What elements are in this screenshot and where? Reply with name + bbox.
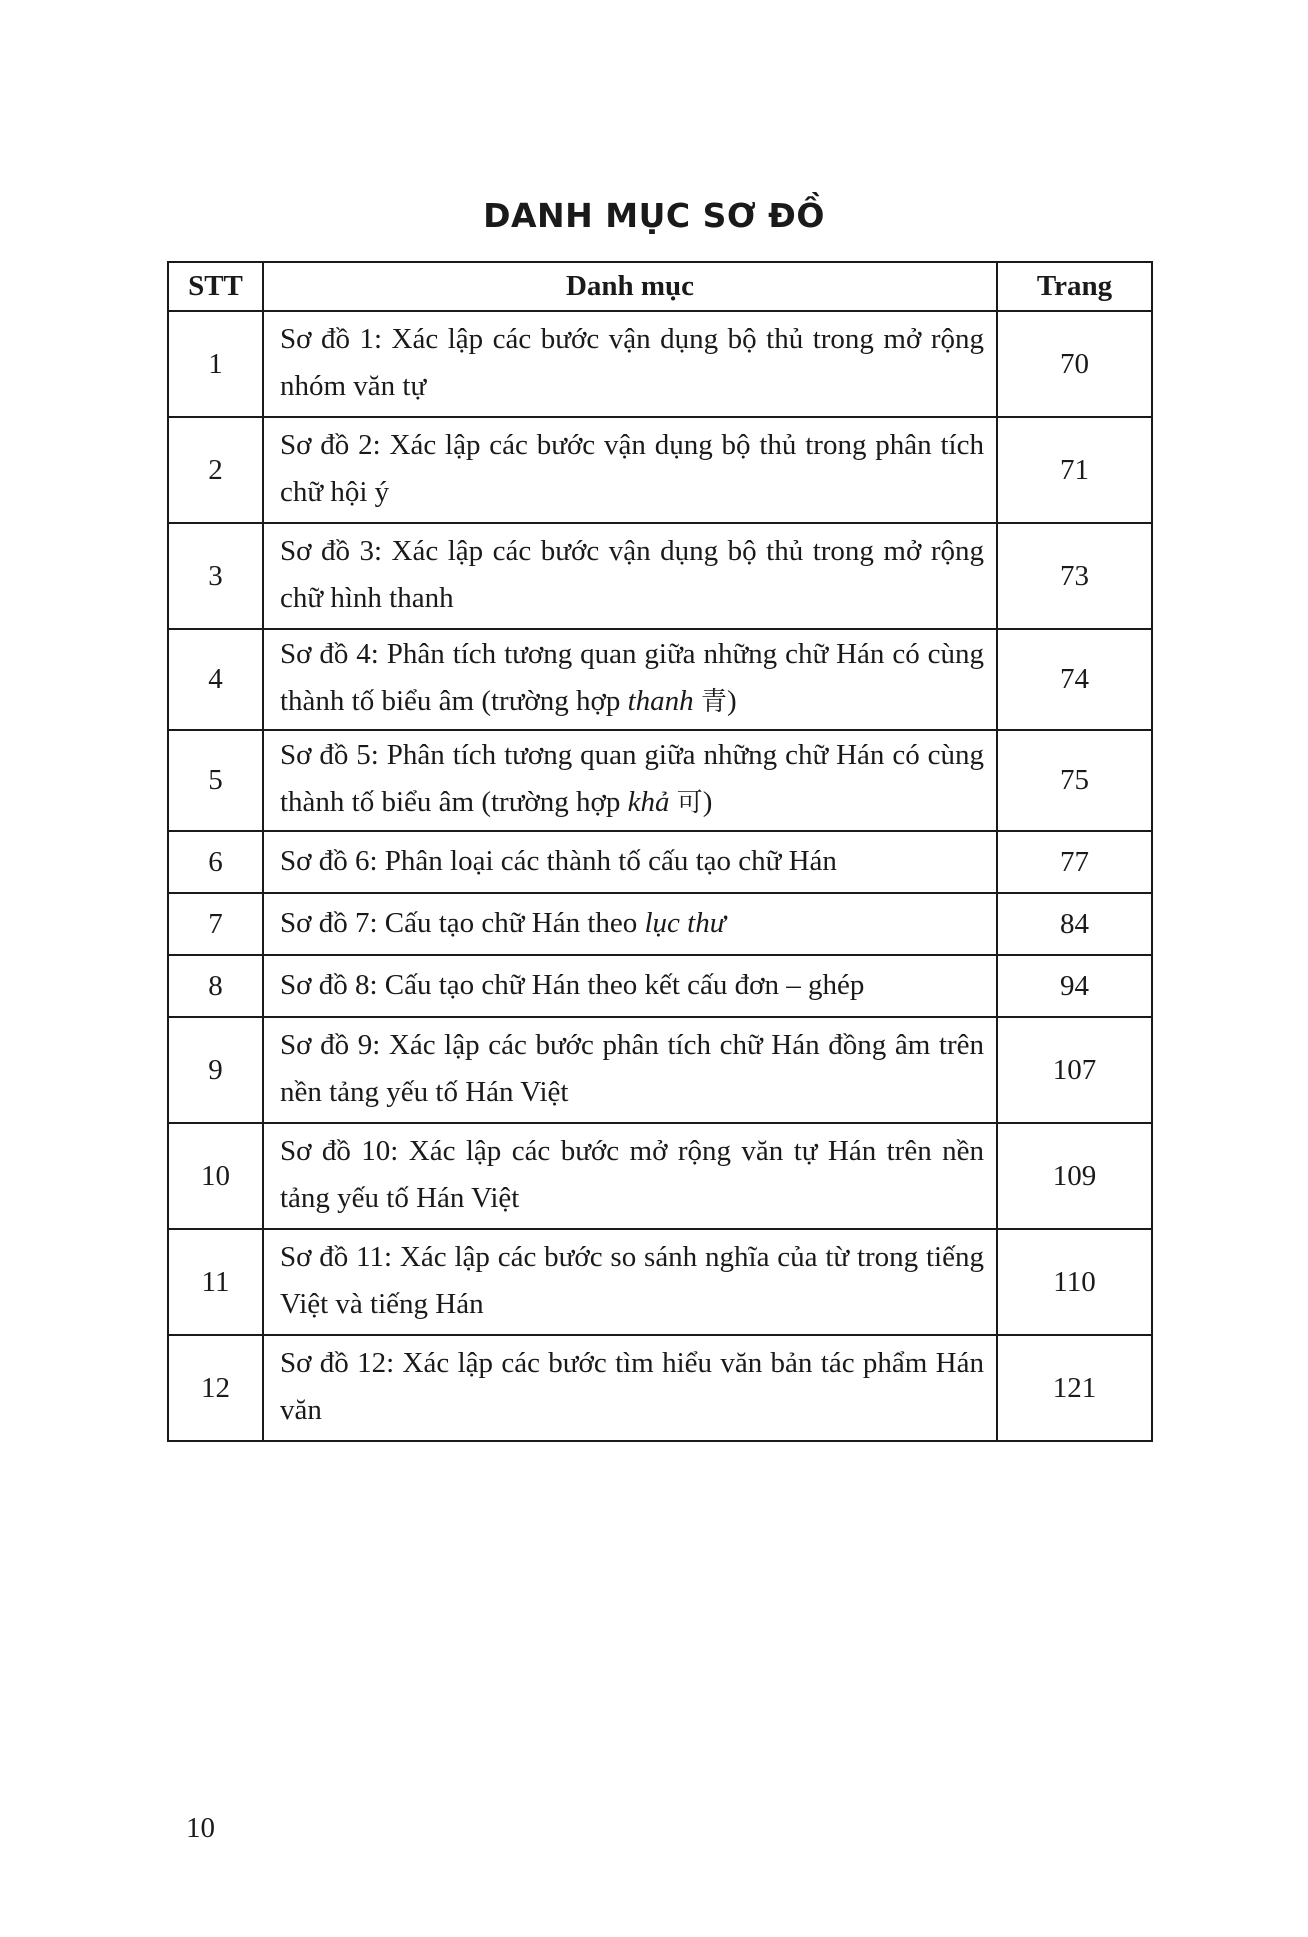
row-text: Sơ đồ 7: Cấu tạo chữ Hán theo (280, 906, 645, 939)
table-row (168, 1229, 1152, 1335)
row-term: lục thư (644, 906, 726, 939)
row-number: 11 (168, 1229, 263, 1335)
han-character: 青 (700, 687, 727, 717)
row-page: 109 (997, 1123, 1152, 1229)
row-number: 2 (168, 417, 263, 523)
row-number: 7 (168, 893, 263, 955)
table-row (168, 1123, 1152, 1229)
row-description: Sơ đồ 9: Xác lập các bước phân tích chữ Hán đồng âm trên nền tảng yếu tố Hán Việt (263, 1017, 997, 1123)
row-text: Sơ đồ 4: Phân tích tương quan giữa những chữ Hán có cùng thành tố biểu âm (trường hợp (280, 638, 984, 717)
row-page: 84 (997, 893, 1152, 955)
page-title: DANH MỤC SƠ ĐỒ (483, 196, 825, 235)
row-description: Sơ đồ 10: Xác lập các bước mở rộng văn tự Hán trên nền tảng yếu tố Hán Việt (263, 1123, 997, 1229)
row-description: Sơ đồ 8: Cấu tạo chữ Hán theo kết cấu đơn – ghép (263, 955, 997, 1017)
row-number: 8 (168, 955, 263, 1017)
han-character: 可 (676, 788, 703, 818)
row-description: Sơ đồ 12: Xác lập các bước tìm hiểu văn bản tác phẩm Hán văn (263, 1335, 997, 1441)
table-row (168, 893, 1152, 955)
row-page: 107 (997, 1017, 1152, 1123)
header-stt: STT (168, 262, 263, 311)
page-number: 10 (186, 1812, 215, 1844)
table-row (168, 417, 1152, 523)
row-number: 9 (168, 1017, 263, 1123)
row-term: khả (627, 786, 670, 818)
row-description (263, 629, 997, 730)
table-row (168, 523, 1152, 629)
header-page: Trang (997, 262, 1152, 311)
row-page: 110 (997, 1229, 1152, 1335)
row-page: 121 (997, 1335, 1152, 1441)
row-number: 3 (168, 523, 263, 629)
table-row (168, 831, 1152, 893)
row-term: thanh (627, 685, 694, 717)
table-header-row (168, 262, 1152, 311)
row-description: Sơ đồ 6: Phân loại các thành tố cấu tạo chữ Hán (263, 831, 997, 893)
table-row (168, 730, 1152, 831)
table-row (168, 955, 1152, 1017)
header-description: Danh mục (263, 262, 997, 311)
row-page: 75 (997, 730, 1152, 831)
row-page: 94 (997, 955, 1152, 1017)
row-page: 70 (997, 311, 1152, 417)
row-number: 4 (168, 629, 263, 730)
table-row (168, 1335, 1152, 1441)
row-number: 6 (168, 831, 263, 893)
row-description: Sơ đồ 1: Xác lập các bước vận dụng bộ thủ trong mở rộng nhóm văn tự (263, 311, 997, 417)
table-row (168, 1017, 1152, 1123)
row-description (263, 730, 997, 831)
row-text-end: ) (726, 685, 737, 717)
row-page: 77 (997, 831, 1152, 893)
row-page: 74 (997, 629, 1152, 730)
row-page: 71 (997, 417, 1152, 523)
row-text-end: ) (702, 786, 713, 818)
table-row (168, 311, 1152, 417)
table-row (168, 629, 1152, 730)
diagram-list-table (167, 261, 1153, 1442)
row-number: 10 (168, 1123, 263, 1229)
row-number: 12 (168, 1335, 263, 1441)
row-description: Sơ đồ 3: Xác lập các bước vận dụng bộ thủ trong mở rộng chữ hình thanh (263, 523, 997, 629)
row-description (263, 893, 997, 955)
row-number: 1 (168, 311, 263, 417)
row-text: Sơ đồ 5: Phân tích tương quan giữa những chữ Hán có cùng thành tố biểu âm (trường hợp (280, 739, 984, 818)
row-number: 5 (168, 730, 263, 831)
row-page: 73 (997, 523, 1152, 629)
row-description: Sơ đồ 11: Xác lập các bước so sánh nghĩa của từ trong tiếng Việt và tiếng Hán (263, 1229, 997, 1335)
row-description: Sơ đồ 2: Xác lập các bước vận dụng bộ thủ trong phân tích chữ hội ý (263, 417, 997, 523)
